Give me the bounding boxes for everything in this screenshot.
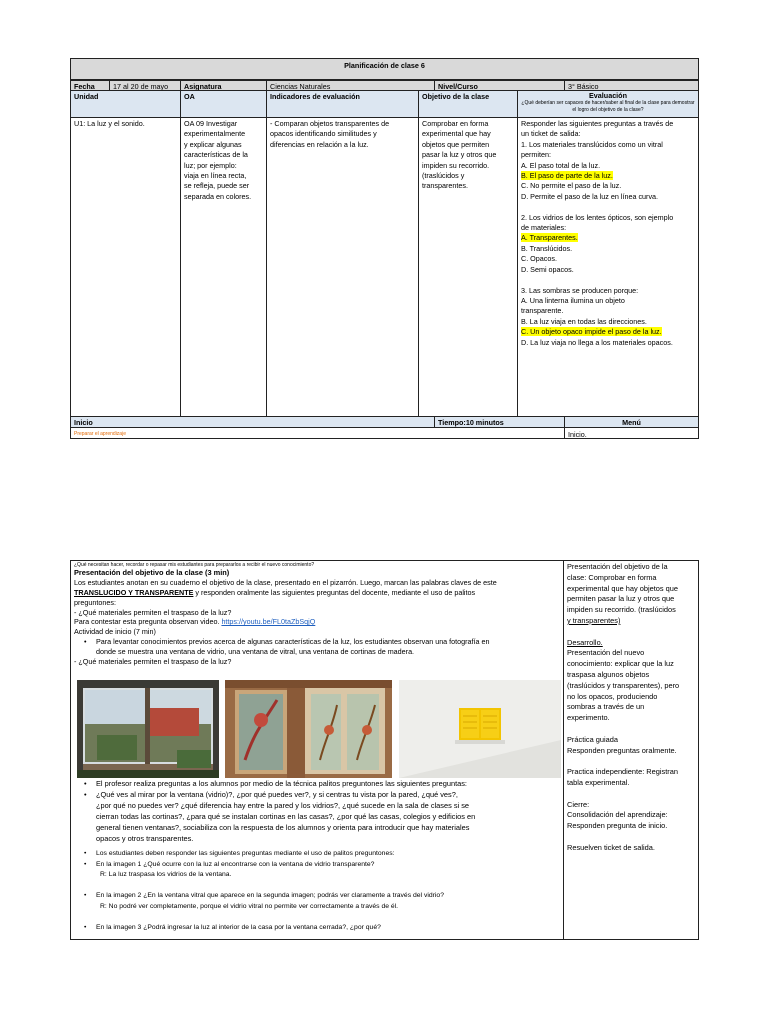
- bullet-text: Para levantar conocimientos previos acerca de algunas características de la luz, los estudiantes observan una fotografía en: [96, 636, 490, 646]
- image-questions-block: [74, 849, 562, 934]
- prep-question: ¿Qué necesitan hacer, recordar o repasar mis estudiantes para prepararlos a recibir el nuevo conocimiento?: [74, 562, 315, 568]
- evaluacion-line: Responder las siguientes preguntas a través de: [521, 119, 674, 128]
- question-option: transparente.: [521, 306, 564, 316]
- bullet-icon: •: [84, 789, 87, 799]
- question-option: A. El paso total de la luz.: [521, 160, 601, 170]
- question-option: B. La luz viaja en todas las direcciones.: [521, 316, 647, 326]
- side-line: Responden preguntas oralmente.: [567, 745, 677, 755]
- lesson-detail-cell: [70, 560, 564, 940]
- oa-header: OA: [180, 90, 267, 118]
- evaluacion-header: [517, 90, 699, 118]
- image-3-question: En la imagen 3 ¿Podrá ingresar la luz al interior de la casa por la ventana cerrada?, ¿por qué?: [96, 924, 381, 932]
- correct-answer-highlight: A. Transparentes.: [521, 233, 578, 243]
- side-line: experimento.: [567, 713, 610, 723]
- stained-glass-window-photo: [225, 680, 392, 778]
- keywords: TRANSLUCIDO Y TRANSPARENTE: [74, 588, 194, 597]
- question-option: D. La luz viaja no llega a los materiales opacos.: [521, 337, 673, 347]
- side-line: y transparentes): [567, 615, 621, 625]
- video-instruction: Para contestar esta pregunta observan video.: [74, 617, 222, 627]
- stained-glass-image: [225, 680, 392, 778]
- evaluacion-title: Evaluación: [589, 91, 627, 100]
- question-line: - ¿Qué materiales permiten el traspaso de la luz?: [74, 656, 232, 666]
- bullet-icon: •: [84, 779, 87, 788]
- question-option: C. Opacos.: [521, 254, 557, 264]
- correct-answer-highlight: C. Un objeto opaco impide el paso de la luz.: [521, 327, 662, 337]
- questions-block: [74, 779, 562, 844]
- objetivo-header: Objetivo de la clase: [418, 90, 518, 118]
- question-option: D. Semi opacos.: [521, 264, 574, 274]
- side-line: Resuelven ticket de salida.: [567, 842, 655, 852]
- bullet-text: El profesor realiza preguntas a los alumnos por medio de la técnica palitos preguntones las siguientes preguntas:: [96, 779, 467, 788]
- bullet-text: cierran todas las cortinas?, ¿para qué se instalan cortinas en las casas?, ¿por qué las casas, colegios y edificios en: [96, 811, 476, 821]
- side-line: Responden pregunta de inicio.: [567, 821, 668, 831]
- indicador-line: opacos identificando similitudes y: [270, 129, 377, 139]
- bullet-icon: •: [84, 850, 87, 857]
- bullet-text: donde se muestra una ventana de vidrio, una ventana de vitral, una ventana de cortinas de madera.: [96, 646, 415, 656]
- unidad-text: U1: La luz y el sonido.: [74, 119, 145, 128]
- objetivo-cell: [418, 117, 518, 417]
- lesson-structure-cell: [563, 560, 699, 940]
- paragraph-line: preguntones:: [74, 597, 116, 607]
- oa-line: OA 09 Investigar: [184, 119, 238, 128]
- objetivo-line: objetos que permiten: [422, 139, 490, 149]
- oa-line: experimentalmente: [184, 129, 246, 139]
- question-2: de materiales:: [521, 223, 567, 233]
- window-glass-image: [77, 680, 219, 778]
- side-line: tabla experimental.: [567, 777, 630, 787]
- inicio-link[interactable]: Inicio.: [568, 430, 587, 439]
- side-line: sombras a través de un: [567, 702, 645, 712]
- question-2: 2. Los vidrios de los lentes ópticos, son ejemplo: [521, 212, 674, 222]
- cierre-heading: Cierre:: [567, 799, 590, 809]
- fecha-value: 17 al 20 de mayo: [109, 80, 181, 91]
- image-2-question: En la imagen 2 ¿En la ventana vitral que aparece en la segunda imagen; podrás ver claramente a través del vidrio?: [96, 892, 444, 900]
- oa-line: luz; por ejemplo:: [184, 160, 237, 170]
- video-link[interactable]: https://youtu.be/FL0taZbSqjQ: [221, 617, 316, 627]
- objetivo-line: transparentes.: [422, 181, 468, 191]
- oa-cell: [180, 117, 267, 417]
- bullet-text: general tienen ventanas?, sociabiliza con la respuesta de los alumnos y orienta para introducir que hay materiales: [96, 822, 470, 832]
- side-line: (traslúcidos y transparentes), pero: [567, 680, 680, 690]
- bullet-text: ¿por qué no puedes ver? ¿qué diferencia hay entre la pared y los vidrios?, ¿qué sucede en la sala de clases si se: [96, 800, 470, 810]
- actividad-title: Actividad de inicio (7 min): [74, 627, 156, 637]
- oa-line: y explicar algunas: [184, 139, 242, 149]
- preparar-cell: [70, 427, 565, 439]
- bullet-text: Los estudiantes deben responder las siguientes preguntas mediante el uso de palitos preguntones:: [96, 850, 395, 857]
- side-line: impiden su recorrido. (traslúcidos: [567, 605, 676, 615]
- side-line: clase: Comprobar en forma: [567, 572, 657, 582]
- side-line: Consolidación del aprendizaje:: [567, 810, 668, 820]
- side-line: Presentación del objetivo de la: [567, 562, 668, 571]
- fecha-label: Fecha: [70, 80, 110, 91]
- oa-line: características de la: [184, 150, 248, 160]
- window-glass-photo: [77, 680, 219, 778]
- inicio-header: Inicio: [70, 416, 435, 428]
- question-option: A. Una linterna ilumina un objeto: [521, 295, 625, 305]
- unidad-header: Unidad: [70, 90, 181, 118]
- side-line: permiten pasar la luz y otros que: [567, 594, 675, 604]
- presentacion-title: Presentación del objetivo de la clase (3 min): [74, 568, 230, 578]
- correct-answer-highlight: B. El paso de parte de la luz.: [521, 171, 613, 181]
- objetivo-line: experimental que hay: [422, 129, 491, 139]
- oa-line: viaja en línea recta,: [184, 171, 247, 181]
- nivel-value: 3° Básico: [564, 80, 699, 91]
- practica-guiada-heading: Práctica guiada: [567, 734, 618, 744]
- presentacion-paragraph: [74, 578, 560, 666]
- bullet-text: ¿Qué ves al mirar por la ventana (vidrio)?, ¿por qué puedes ver?, y si centras tu vista por la pared, ¿qué ves?,: [96, 789, 458, 799]
- question-option: B. Translúcidos.: [521, 243, 573, 253]
- question-line: - ¿Qué materiales permiten el traspaso de la luz?: [74, 607, 232, 617]
- evaluacion-cell: [517, 117, 699, 417]
- nivel-label: Nivel/Curso: [434, 80, 565, 91]
- asignatura-label: Asignatura: [180, 80, 267, 91]
- indicador-line: - Comparan objetos transparentes de: [270, 119, 390, 128]
- paragraph-line: Los estudiantes anotan en su cuaderno el objetivo de la clase, presentado en el pizarrón. Luego, marcan las palabras claves de este: [74, 578, 497, 588]
- image-1-question: En la imagen 1 ¿Qué ocurre con la luz al encontrarse con la ventana de vidrio transparente?: [96, 860, 375, 868]
- menu-header: Menú: [564, 416, 699, 428]
- side-line: traspasa algunos objetos: [567, 669, 650, 679]
- bullet-text: opacos y otros transparentes.: [96, 833, 194, 843]
- bullet-icon: •: [84, 924, 87, 932]
- indicadores-header: Indicadores de evaluación: [266, 90, 419, 118]
- paragraph-line: y responden oralmente las siguientes preguntas del docente, mediante el uso de palitos: [193, 588, 476, 597]
- tiempo-header: Tiempo:10 minutos: [434, 416, 565, 428]
- preparar-label: Preparar el aprendizaje: [74, 431, 126, 437]
- question-1: 1. Los materiales translúcidos como un vitral: [521, 139, 663, 149]
- objetivo-line: (traslúcidos y: [422, 171, 465, 181]
- side-line: no los opacos, produciendo: [567, 691, 658, 701]
- indicadores-cell: [266, 117, 419, 417]
- unidad-cell: [70, 117, 181, 417]
- side-line: Presentación del nuevo: [567, 648, 645, 658]
- plan-title: Planificación de clase 6: [70, 58, 699, 80]
- evaluacion-line: un ticket de salida:: [521, 129, 581, 139]
- question-option: D. Permite el paso de la luz en línea curva.: [521, 191, 659, 201]
- objetivo-line: pasar la luz y otros que: [422, 150, 497, 160]
- image-1-answer: R: La luz traspasa los vidrios de la ventana.: [100, 871, 232, 879]
- indicador-line: diferencias en relación a la luz.: [270, 139, 369, 149]
- side-line: Practica independiente: Registran: [567, 767, 678, 777]
- bullet-icon: •: [84, 636, 87, 646]
- desarrollo-heading: Desarrollo.: [567, 637, 603, 647]
- side-line: conocimiento: explicar que la luz: [567, 659, 674, 669]
- inicio-link-cell: [564, 427, 699, 439]
- yellow-shutter-image: [399, 680, 561, 778]
- question-option: C. No permite el paso de la luz.: [521, 181, 622, 191]
- image-2-answer: R: No podré ver completamente, porque el vidrio vitral no permite ver correctamente a través de él.: [100, 902, 399, 910]
- objetivo-line: Comprobar en forma: [422, 119, 489, 128]
- bullet-icon: •: [84, 892, 87, 900]
- oa-line: separada en colores.: [184, 191, 252, 201]
- objetivo-line: impiden su recorrido.: [422, 160, 490, 170]
- oa-line: se refleja, puede ser: [184, 181, 250, 191]
- bullet-icon: •: [84, 860, 87, 868]
- evaluacion-subtitle: ¿Qué deberían ser capaces de hacer/saber al final de la clase para demostrar el logro del objetivo de la clase?: [521, 100, 695, 113]
- asignatura-value: Ciencias Naturales: [266, 80, 435, 91]
- question-1: permiten:: [521, 150, 551, 160]
- yellow-shutter-window-photo: [399, 680, 561, 778]
- question-3: 3. Las sombras se producen porque:: [521, 285, 639, 295]
- side-line: experimental que hay objetos que: [567, 583, 678, 593]
